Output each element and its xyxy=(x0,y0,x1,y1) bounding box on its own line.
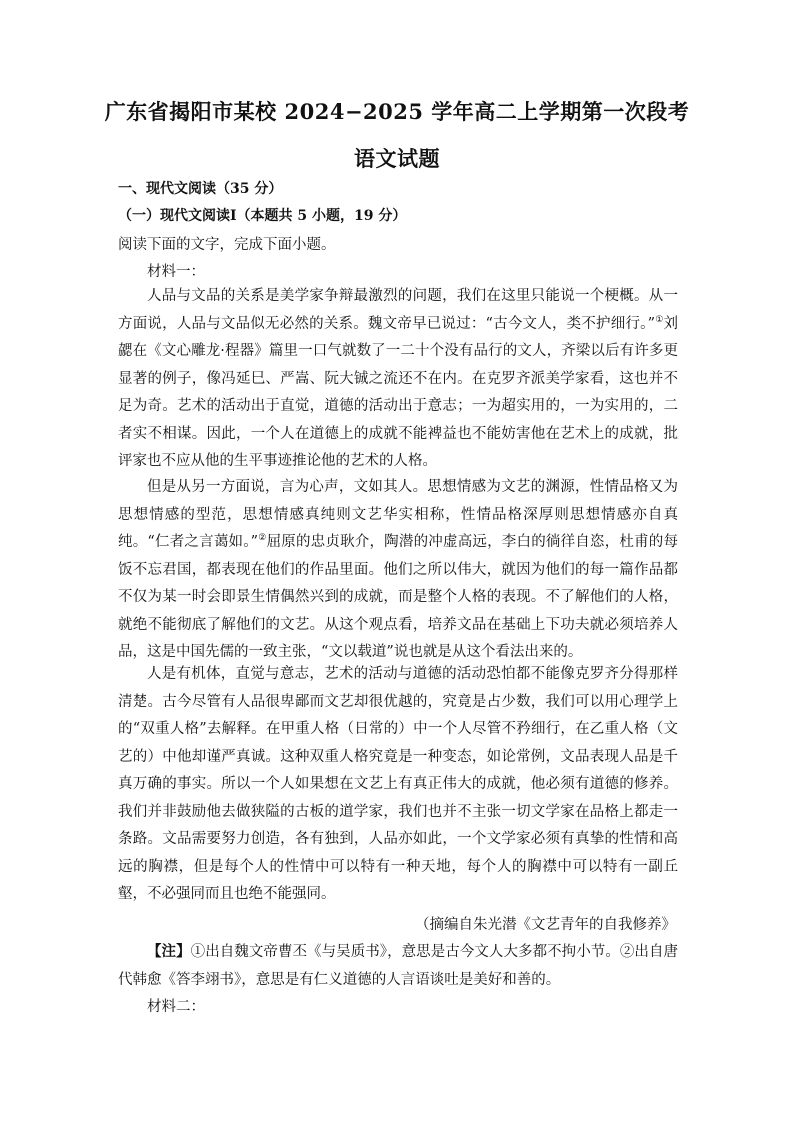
source-citation: （摘编自朱光潜《文艺青年的自我修养》 xyxy=(415,917,676,933)
material-one-paragraph-1 xyxy=(118,283,678,476)
material-one-paragraph-2 xyxy=(118,474,678,667)
paragraph-text: 但是从另一方面说，言为心声，文如其人。思想情感为文艺的渊源，性情品格又为思想情感的型范，思想情感真纯则文艺华实相称，性情品格深厚则思想情感亦自真纯。“仁者之言蔼如。” xyxy=(118,479,678,550)
subsection-heading: （一）现代文阅读Ⅰ（本题共 5 小题，19 分） xyxy=(118,208,407,224)
footnote-text: ①出自魏文帝曹丕《与吴质书》，意思是古今文人大多都不拘小节。②出自唐代韩愈《答李翊书》，意思是有仁义道德的人言语谈吐是美好和善的。 xyxy=(118,944,679,988)
section-heading: 一、现代文阅读（35 分） xyxy=(118,181,283,197)
footnote-tag: 【注】 xyxy=(147,943,191,960)
footnote-marker-2: ② xyxy=(258,533,267,544)
exam-subject-title: 语文试题 xyxy=(354,146,440,171)
footnote-marker-1: ① xyxy=(655,314,664,325)
paragraph-text: 人品与文品的关系是美学家争辩最激烈的问题，我们在这里只能说一个梗概。从一方面说，人品与文品似无必然的关系。魏文帝早已说过：“古今文人，类不护细行。” xyxy=(118,288,678,332)
footnote-block xyxy=(118,938,678,994)
paragraph-text: 刘勰在《文心雕龙·程器》篇里一口气就数了一二十个没有品行的文人，齐梁以后有许多更显著的例子，像冯延巳、严嵩、阮大铖之流还不在内。在克罗齐派美学家看，这也并不足为奇。艺术的活动出于直觉，道德的活动出于意志；一为超实用的，一为实用的，二者实不相谋。因此，一个人在道德上的成就不能裨益也不能妨害他在艺术上的成就，批评家也不应从他的生平事迹推论他的艺术的人格。 xyxy=(118,315,678,469)
reading-instruction: 阅读下面的文字，完成下面小题。 xyxy=(118,237,336,253)
exam-title: 广东省揭阳市某校 2024−2025 学年高二上学期第一次段考 xyxy=(104,99,690,124)
material-two-label: 材料二： xyxy=(147,999,205,1015)
paragraph-text: 屈原的忠贞耿介，陶潜的冲虚高远，李白的徜徉自恣，杜甫的每饭不忘君国，都表现在他们的作品里面。他们之所以伟大，就因为他们的每一篇作品都不仅为某一时会即景生情偶然兴到的成就，而是整个人格的表现。不了解他们的人格，就绝不能彻底了解他们的文艺。从这个观点看，培养文品在基础上下功夫就必须培养人品，这是中国先儒的一致主张，“文以载道”说也就是从这个看法出来的。 xyxy=(118,534,679,660)
material-one-label: 材料一： xyxy=(147,264,205,280)
material-one-paragraph-3: 人是有机体，直觉与意志，艺术的活动与道德的活动恐怕都不能像克罗齐分得那样清楚。古今尽管有人品很卑鄙而文艺却很优越的，究竟是占少数，我们可以用心理学上的“双重人格”去解释。在甲重人格（日常的）中一个人尽管不矜细行，在乙重人格（文艺的）中他却谨严真诚。这种双重人格究竟是一种变态，如论常例，文品表现人品是千真万确的事实。所以一个人如果想在文艺上有真正伟大的成就，他必须有道德的修养。我们并非鼓励他去做狭隘的古板的道学家，我们也并不主张一切文学家在品格上都走一条路。文品需要努力创造，各有独到，人品亦如此，一个文学家必须有真挚的性情和高远的胸襟，但是每个人的性情中可以特有一种天地，每个人的胸襟中可以特有一副丘壑，不必强同而且也绝不能强同。 xyxy=(118,666,678,902)
